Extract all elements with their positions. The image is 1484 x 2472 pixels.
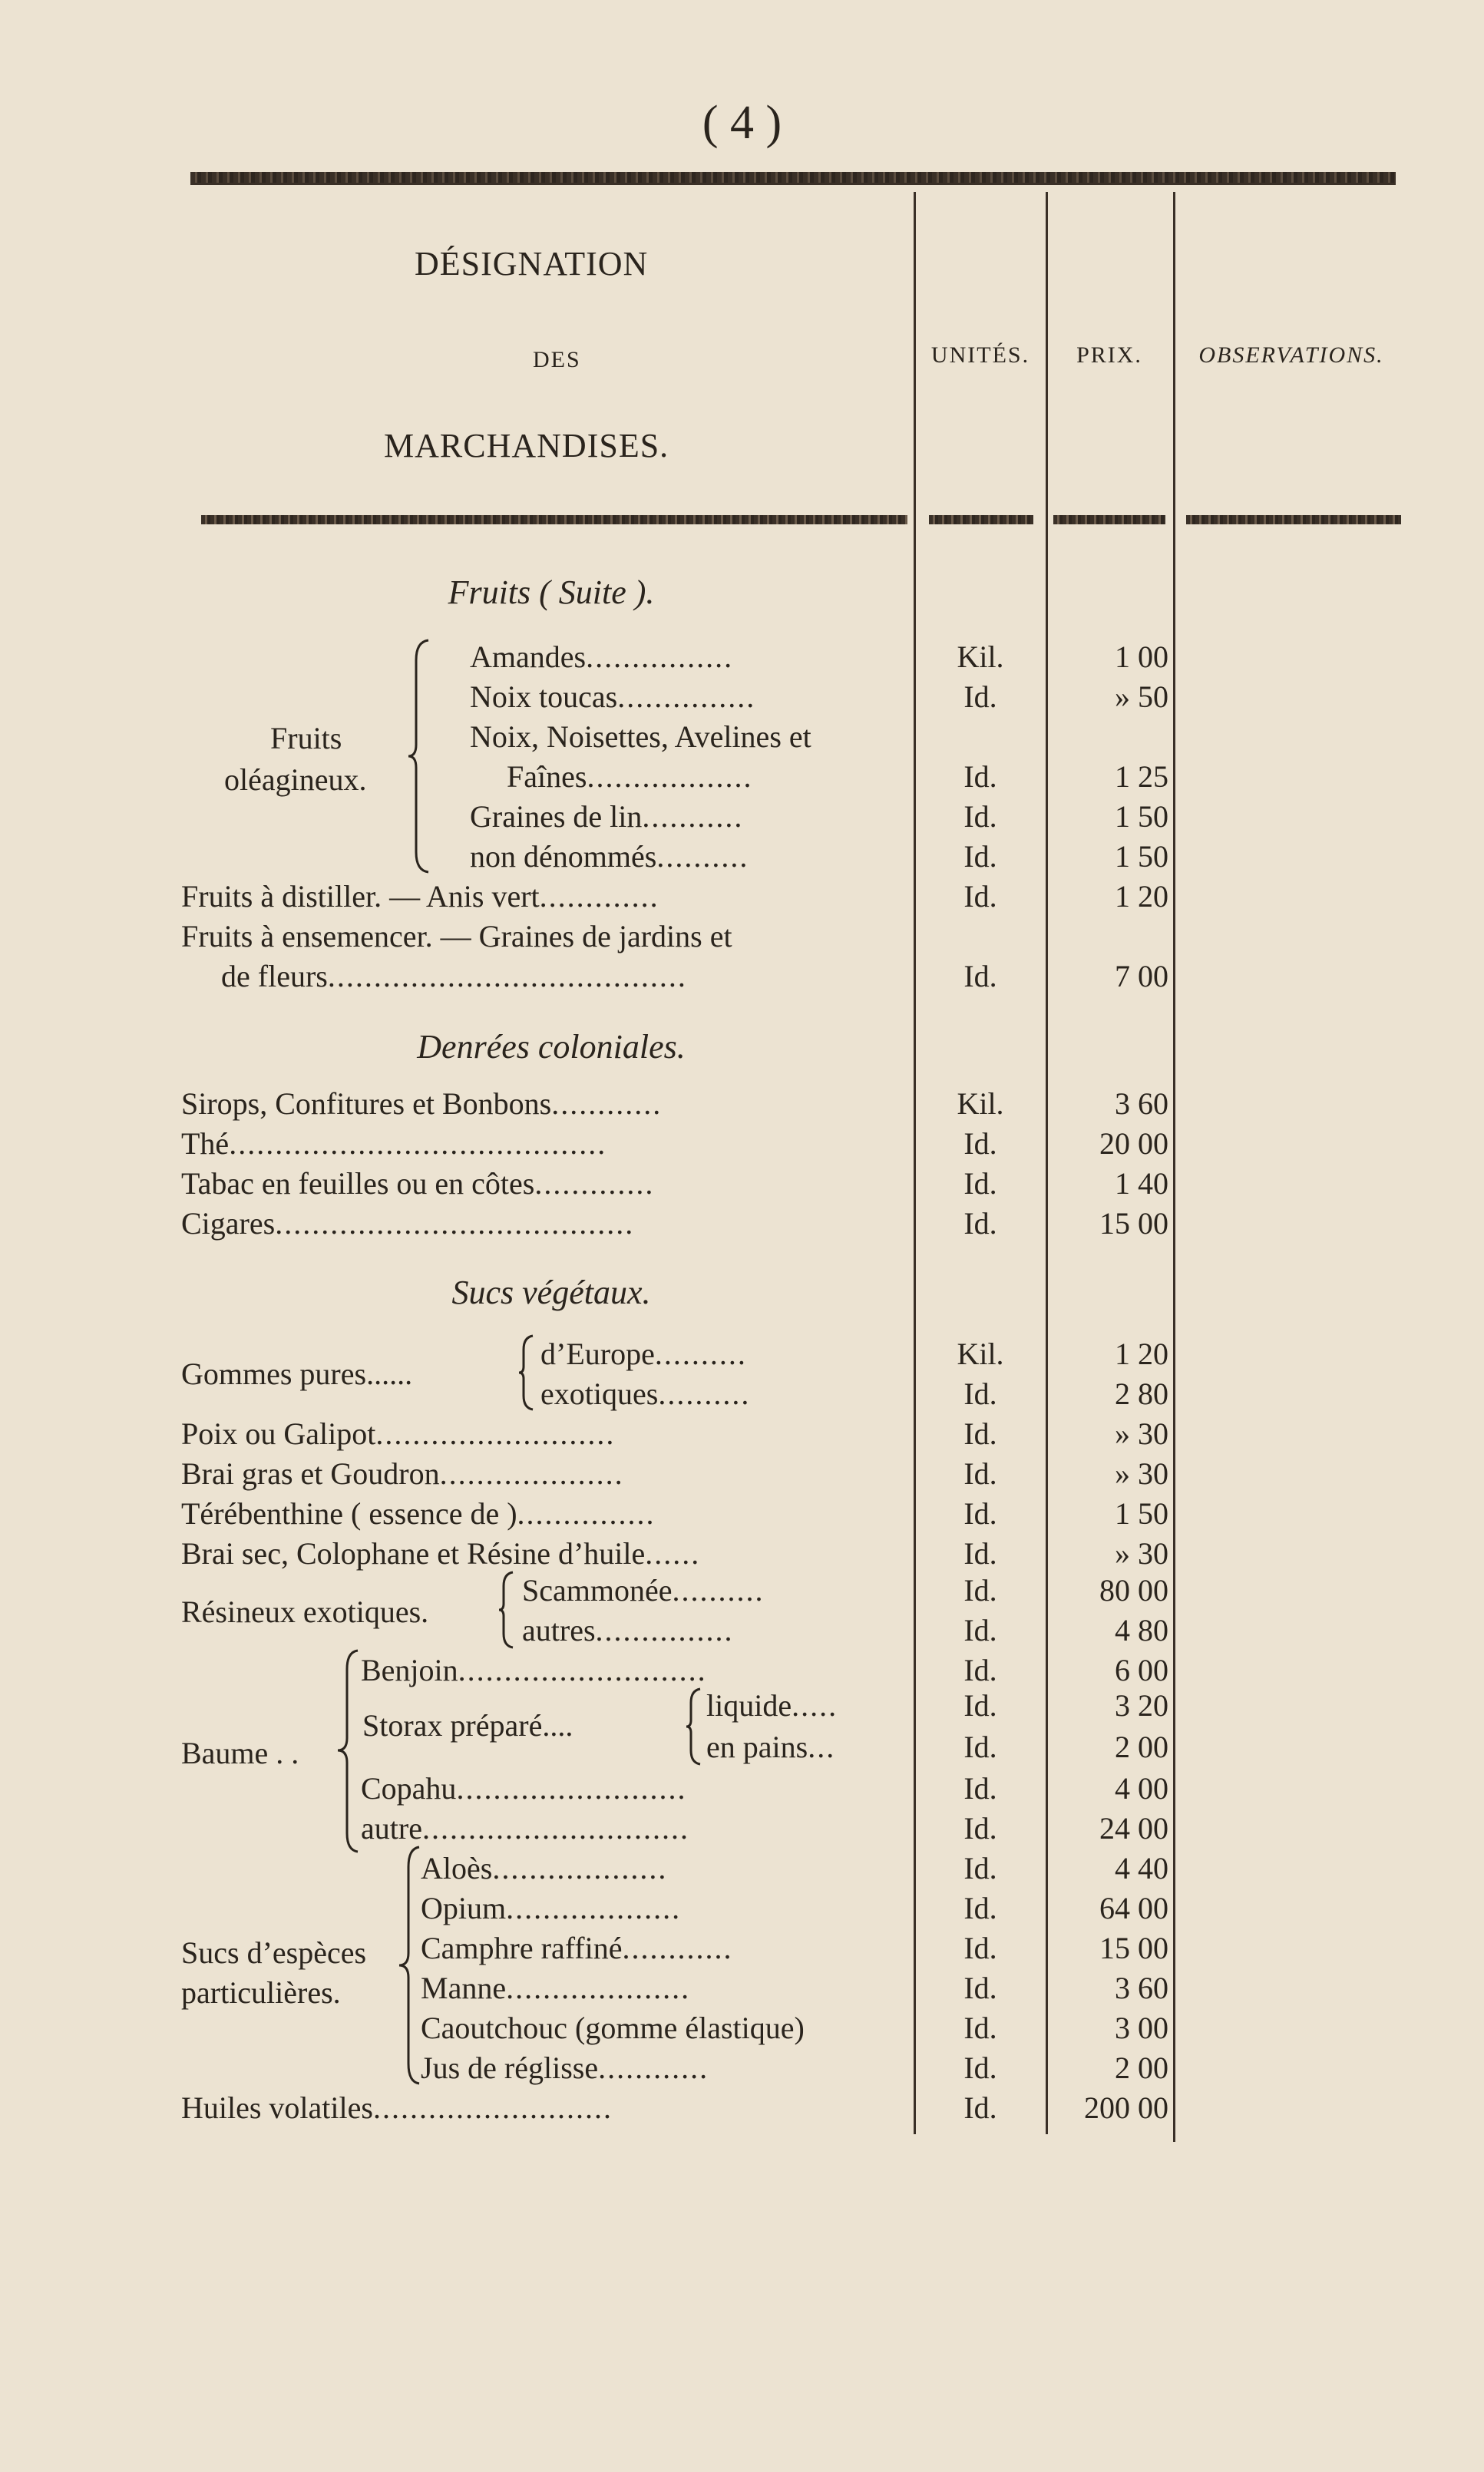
table-row-designation	[421, 1849, 904, 1889]
table-row-designation	[421, 1968, 904, 2008]
row-price: 1 20	[1115, 879, 1168, 914]
section-fruits: Fruits ( Suite ).	[448, 573, 655, 611]
row-unit: Id.	[963, 2051, 997, 2085]
header-observations: OBSERVATIONS.	[1198, 342, 1384, 368]
table-row-designation	[706, 1727, 904, 1767]
row-name: Noix, Noisettes, Avelines et	[470, 719, 811, 754]
table-row-designation	[181, 1084, 904, 1124]
row-unit: Id.	[963, 1376, 997, 1411]
row-price: 15 00	[1099, 1931, 1168, 1965]
row-price: 20 00	[1099, 1126, 1168, 1161]
row-price: » 50	[1115, 679, 1168, 714]
row-name: Fruits à distiller. — Anis vert	[181, 879, 540, 914]
row-name: Fruits à ensemencer. — Graines de jardins et	[181, 919, 732, 953]
row-unit	[915, 917, 1046, 957]
table-row-designation	[470, 837, 904, 877]
table-row-designation	[540, 1374, 904, 1414]
row-unit: Id.	[963, 879, 997, 914]
table-row-designation	[470, 637, 904, 677]
row-name: exotiques	[540, 1376, 659, 1411]
row-name: en pains	[706, 1730, 808, 1764]
table-row-designation	[421, 1928, 904, 1968]
group-resineux: Résineux exotiques.	[181, 1595, 429, 1629]
header-unites: UNITÉS.	[930, 342, 1030, 368]
row-unit: Id.	[963, 1653, 997, 1687]
table-row-designation	[181, 917, 904, 957]
column-divider-observations	[1173, 192, 1175, 2142]
section-sucs: Sucs végétaux.	[451, 1274, 651, 1311]
group-storax: Storax préparé....	[362, 1708, 573, 1743]
row-dot-leader: ................	[586, 639, 734, 674]
row-dot-leader: ..........	[654, 1337, 747, 1371]
table-row-designation	[181, 1494, 904, 1534]
table-row-designation	[522, 1571, 904, 1611]
group-sucs-line2: particulières.	[181, 1975, 341, 2010]
row-dot-leader: ......	[645, 1536, 701, 1571]
row-price: 1 50	[1115, 839, 1168, 874]
table-row-designation	[181, 1204, 904, 1244]
row-unit: Id.	[963, 1771, 997, 1806]
row-dot-leader: ...............	[517, 1496, 656, 1531]
row-unit: Id.	[963, 1730, 997, 1764]
header-marchandises: MARCHANDISES.	[384, 427, 669, 464]
table-row-designation	[470, 797, 904, 837]
header-rule-price	[1053, 515, 1165, 524]
row-name: Scammonée	[522, 1573, 673, 1608]
row-price: 3 20	[1115, 1688, 1168, 1723]
row-dot-leader: .............	[534, 1166, 655, 1201]
table-row-designation	[181, 2088, 904, 2128]
row-unit: Kil.	[957, 639, 1004, 674]
row-price: 1 50	[1115, 799, 1168, 834]
row-unit: Id.	[963, 759, 997, 794]
row-price: 4 00	[1115, 1771, 1168, 1806]
row-unit: Id.	[963, 799, 997, 834]
row-price	[1046, 917, 1173, 957]
table-row-designation	[507, 757, 904, 797]
header-rule-units	[929, 515, 1033, 524]
row-price: 6 00	[1115, 1653, 1168, 1687]
row-dot-leader: ...........	[642, 799, 744, 834]
row-unit: Id.	[963, 1851, 997, 1885]
row-dot-leader: .............................	[421, 1811, 689, 1846]
row-dot-leader: .....	[792, 1688, 838, 1723]
row-price: 7 00	[1115, 959, 1168, 993]
group-fruits-line2: oléagineux.	[224, 762, 367, 797]
row-dot-leader: .......................................	[327, 959, 687, 993]
row-price: » 30	[1115, 1416, 1168, 1451]
row-name: Graines de lin	[470, 799, 643, 834]
row-dot-leader: ....................	[439, 1456, 624, 1491]
row-price: 3 60	[1115, 1971, 1168, 2005]
row-price: 3 00	[1115, 2011, 1168, 2045]
table-row-designation	[361, 1809, 904, 1849]
row-dot-leader: ....................	[506, 1971, 691, 2005]
table-row-designation	[540, 1334, 904, 1374]
row-name: autre	[361, 1811, 422, 1846]
row-unit: Id.	[963, 1931, 997, 1965]
row-unit: Id.	[963, 959, 997, 993]
row-unit: Id.	[963, 1496, 997, 1531]
row-dot-leader: .......................................	[275, 1206, 635, 1241]
row-name: Manne	[421, 1971, 507, 2005]
table-row-designation	[221, 957, 904, 996]
table-row-designation	[181, 1454, 904, 1494]
row-dot-leader: .........................................	[229, 1126, 607, 1161]
row-price: 4 40	[1115, 1851, 1168, 1885]
row-price: 1 50	[1115, 1496, 1168, 1531]
row-name: Jus de réglisse	[421, 2051, 599, 2085]
row-name: autres	[522, 1613, 596, 1647]
row-name: Cigares	[181, 1206, 276, 1241]
group-baume: Baume . .	[181, 1736, 299, 1770]
row-dot-leader: ............	[551, 1086, 663, 1121]
table-row-designation	[181, 877, 904, 917]
row-name: Brai gras et Goudron	[181, 1456, 440, 1491]
row-name: Camphre raffiné	[421, 1931, 623, 1965]
brace-storax	[683, 1686, 706, 1767]
row-dot-leader: ...............	[595, 1613, 734, 1647]
row-unit: Kil.	[957, 1086, 1004, 1121]
row-unit: Id.	[963, 2011, 997, 2045]
row-price: 3 60	[1115, 1086, 1168, 1121]
row-unit: Id.	[963, 1456, 997, 1491]
row-unit: Id.	[963, 1126, 997, 1161]
header-designation: DÉSIGNATION	[415, 245, 649, 283]
row-price: 1 20	[1115, 1337, 1168, 1371]
row-unit: Kil.	[957, 1337, 1004, 1371]
row-name: Copahu	[361, 1771, 457, 1806]
table-row-designation	[522, 1611, 904, 1651]
row-price: 2 80	[1115, 1376, 1168, 1411]
table-row-designation	[421, 1889, 904, 1928]
row-unit: Id.	[963, 1536, 997, 1571]
row-unit: Id.	[963, 1811, 997, 1846]
row-name: Amandes	[470, 639, 587, 674]
row-unit	[915, 717, 1046, 757]
brace-gommes	[516, 1333, 539, 1413]
row-name: Opium	[421, 1891, 507, 1925]
row-dot-leader: .........................	[456, 1771, 687, 1806]
table-row-designation	[181, 1534, 904, 1574]
row-unit: Id.	[963, 1573, 997, 1608]
row-name: de fleurs	[221, 959, 328, 993]
table-row-designation	[181, 1414, 904, 1454]
row-name: Tabac en feuilles ou en côtes	[181, 1166, 535, 1201]
table-row-designation	[421, 2008, 904, 2048]
row-price: 1 00	[1115, 639, 1168, 674]
row-dot-leader: ...............	[617, 679, 756, 714]
row-dot-leader: ..........	[658, 1376, 751, 1411]
page-number: ( 4 )	[702, 97, 782, 149]
row-name: Noix toucas	[470, 679, 618, 714]
row-price: 4 80	[1115, 1613, 1168, 1647]
row-dot-leader: ...	[808, 1730, 836, 1764]
header-rule-designation	[201, 515, 907, 524]
table-row-designation	[181, 1164, 904, 1204]
row-unit: Id.	[963, 839, 997, 874]
table-row-designation	[421, 2048, 904, 2088]
row-name: Brai sec, Colophane et Résine d’huile	[181, 1536, 646, 1571]
brace-fruits-oleagineux	[405, 637, 436, 875]
row-unit: Id.	[963, 1971, 997, 2005]
row-name: Sirops, Confitures et Bonbons	[181, 1086, 552, 1121]
row-price: 1 25	[1115, 759, 1168, 794]
row-unit: Id.	[963, 679, 997, 714]
table-row-designation	[181, 1124, 904, 1164]
row-price: » 30	[1115, 1456, 1168, 1491]
table-row-designation	[470, 677, 904, 717]
row-unit: Id.	[963, 2090, 997, 2125]
group-fruits-line1: Fruits	[270, 721, 342, 755]
row-name: Poix ou Galipot	[181, 1416, 376, 1451]
table-row-designation	[361, 1651, 904, 1690]
row-name: Thé	[181, 1126, 230, 1161]
row-price: 2 00	[1115, 2051, 1168, 2085]
row-price: 64 00	[1099, 1891, 1168, 1925]
row-unit: Id.	[963, 1166, 997, 1201]
row-dot-leader: ..................	[587, 759, 753, 794]
header-prix: PRIX.	[1076, 342, 1142, 368]
row-dot-leader: ............	[622, 1931, 733, 1965]
brace-resineux	[496, 1569, 519, 1651]
row-unit: Id.	[963, 1206, 997, 1241]
row-dot-leader: ..........................	[372, 2090, 613, 2125]
top-rule	[190, 172, 1396, 185]
row-dot-leader: ...........................	[458, 1653, 707, 1687]
table-row-designation	[706, 1686, 904, 1726]
row-dot-leader: .............	[539, 879, 659, 914]
row-price: 1 40	[1115, 1166, 1168, 1201]
table-row-designation	[470, 717, 904, 757]
row-price: 24 00	[1099, 1811, 1168, 1846]
row-price: 80 00	[1099, 1573, 1168, 1608]
row-name: liquide	[706, 1688, 792, 1723]
row-name: Huiles volatiles	[181, 2090, 373, 2125]
row-dot-leader: ...................	[506, 1891, 682, 1925]
row-price: 15 00	[1099, 1206, 1168, 1241]
row-unit: Id.	[963, 1688, 997, 1723]
row-dot-leader: ..........	[656, 839, 749, 874]
group-sucs-line1: Sucs d’espèces	[181, 1935, 367, 1970]
row-dot-leader: ............	[598, 2051, 709, 2085]
row-price: 200 00	[1084, 2090, 1168, 2125]
row-name: Térébenthine ( essence de )	[181, 1496, 517, 1531]
row-dot-leader: ..........	[672, 1573, 765, 1608]
section-denrees: Denrées coloniales.	[417, 1028, 686, 1066]
row-dot-leader: ...................	[492, 1851, 668, 1885]
row-name: d’Europe	[540, 1337, 655, 1371]
row-name: Benjoin	[361, 1653, 458, 1687]
row-name: Caoutchouc (gomme élastique)	[421, 2011, 805, 2045]
row-price: 2 00	[1115, 1730, 1168, 1764]
row-price: » 30	[1115, 1536, 1168, 1571]
header-des: DES	[533, 347, 581, 372]
row-unit: Id.	[963, 1416, 997, 1451]
row-name: non dénommés	[470, 839, 657, 874]
header-rule-observations	[1186, 515, 1401, 524]
table-row-designation	[361, 1769, 904, 1809]
group-gommes: Gommes pures......	[181, 1357, 413, 1391]
row-unit: Id.	[963, 1613, 997, 1647]
row-name: Aloès	[421, 1851, 493, 1885]
row-dot-leader: ..........................	[375, 1416, 616, 1451]
row-unit: Id.	[963, 1891, 997, 1925]
row-name: Faînes	[507, 759, 587, 794]
row-price	[1046, 717, 1173, 757]
